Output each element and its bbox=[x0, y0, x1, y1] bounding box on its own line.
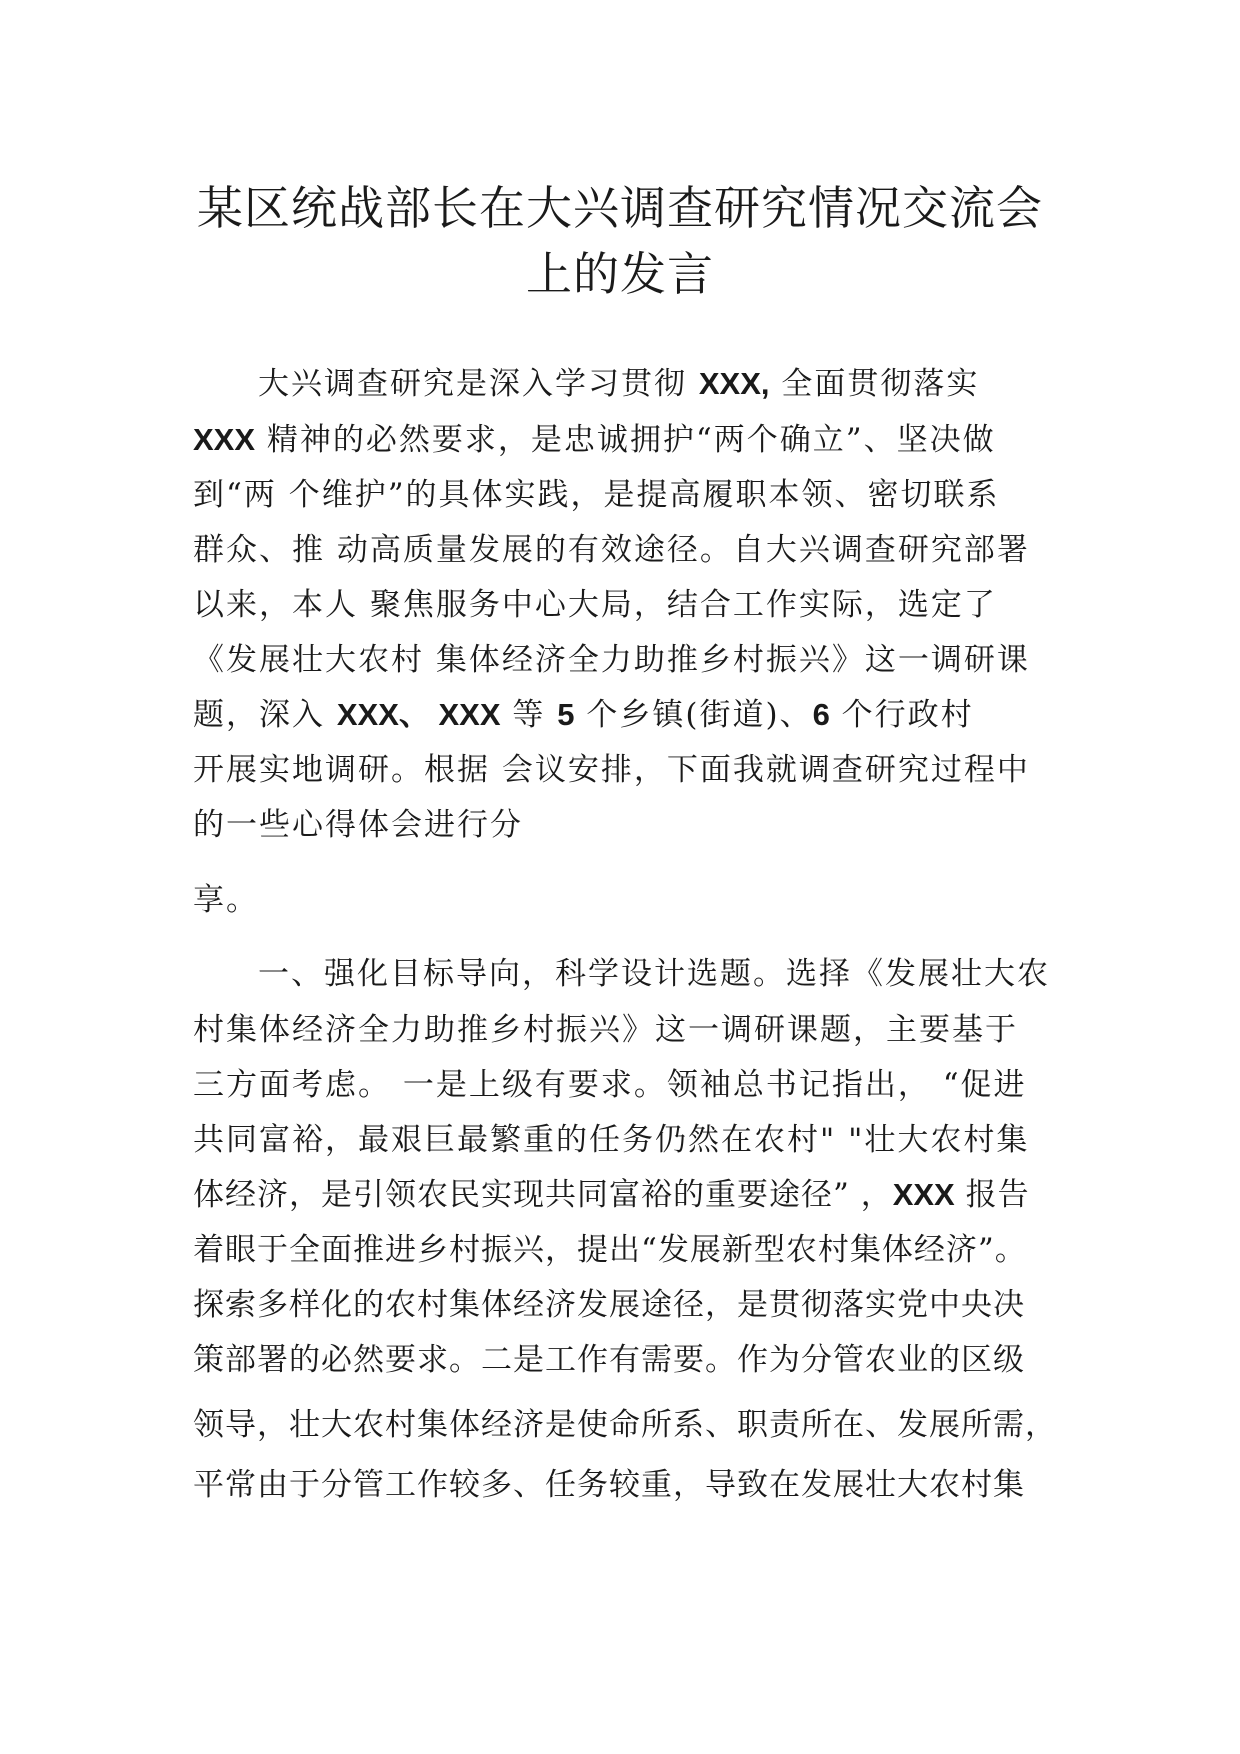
text-run: 题，深入 bbox=[193, 697, 337, 733]
document-title-line-2: 上的发言 bbox=[526, 247, 714, 301]
text-run: 个行政村 bbox=[829, 697, 974, 733]
paragraph-line: 开展实地调研。根据 会议安排，下面我就调查研究过程中 bbox=[193, 752, 1030, 788]
paragraph-line: 《发展壮大农村 集体经济全力助推乡村振兴》这一调研课 bbox=[193, 642, 1030, 678]
paragraph-line bbox=[193, 420, 996, 460]
paragraph-line: 探索多样化的农村集体经济发展途径，是贯彻落实党中央决 bbox=[193, 1287, 1025, 1323]
paragraph-line: 的一些心得体会进行分 bbox=[193, 807, 523, 843]
text-run: 全面贯彻落实 bbox=[769, 366, 980, 402]
paragraph-line: 共同富裕，最艰巨最繁重的任务仍然在农村" "壮大农村集 bbox=[193, 1122, 1030, 1158]
paragraph-line: 领导，壮大农村集体经济是使命所系、职责所在、发展所需， bbox=[193, 1407, 1057, 1443]
text-run: 精神的必然要求，是忠诚拥护“两个确立”、坚决做 bbox=[255, 422, 996, 458]
text-run: 等 bbox=[500, 697, 558, 733]
text-run: 体经济，是引领农民实现共同富裕的重要途径” ， bbox=[193, 1177, 893, 1213]
document-title-line-1: 某区统战部长在大兴调查研究情况交流会 bbox=[197, 181, 1043, 235]
text-run: XXX, bbox=[698, 366, 770, 401]
paragraph-line: 群众、推 动高质量发展的有效途径。自大兴调查研究部署 bbox=[193, 532, 1030, 568]
text-run: 大兴调查研究是深入学习贯彻 bbox=[258, 366, 699, 402]
paragraph-line: 以来，本人 聚焦服务中心大局，结合工作实际，选定了 bbox=[193, 587, 997, 623]
paragraph-line: 三方面考虑。 一是上级有要求。领袖总书记指出， “促进 bbox=[193, 1067, 1027, 1103]
paragraph-line: 策部署的必然要求。二是工作有需要。作为分管农业的区级 bbox=[193, 1342, 1025, 1378]
paragraph-line: 享。 bbox=[193, 882, 259, 918]
text-run: XXX bbox=[892, 1177, 955, 1212]
text-run: XXX、 XXX bbox=[336, 697, 501, 732]
text-run: 5 bbox=[557, 697, 575, 732]
paragraph-line bbox=[193, 1175, 1030, 1215]
paragraph-line: 着眼于全面推进乡村振兴，提出“发展新型农村集体经济”。 bbox=[193, 1232, 1027, 1268]
paragraph-line bbox=[258, 364, 979, 404]
text-run: 个乡镇(街道)、 bbox=[574, 697, 813, 733]
paragraph-line bbox=[193, 695, 974, 735]
paragraph-line: 村集体经济全力助推乡村振兴》这一调研课题，主要基于 bbox=[193, 1012, 1018, 1048]
text-run: 6 bbox=[812, 697, 830, 732]
text-run: 报告 bbox=[954, 1177, 1030, 1213]
paragraph-line: 平常由于分管工作较多、任务较重，导致在发展壮大农村集 bbox=[193, 1467, 1025, 1503]
paragraph-line: 一、强化目标导向，科学设计选题。选择《发展壮大农 bbox=[258, 956, 1050, 992]
text-run: XXX bbox=[193, 422, 256, 457]
paragraph-line: 到“两 个维护”的具体实践，是提高履职本领、密切联系 bbox=[193, 477, 1000, 513]
